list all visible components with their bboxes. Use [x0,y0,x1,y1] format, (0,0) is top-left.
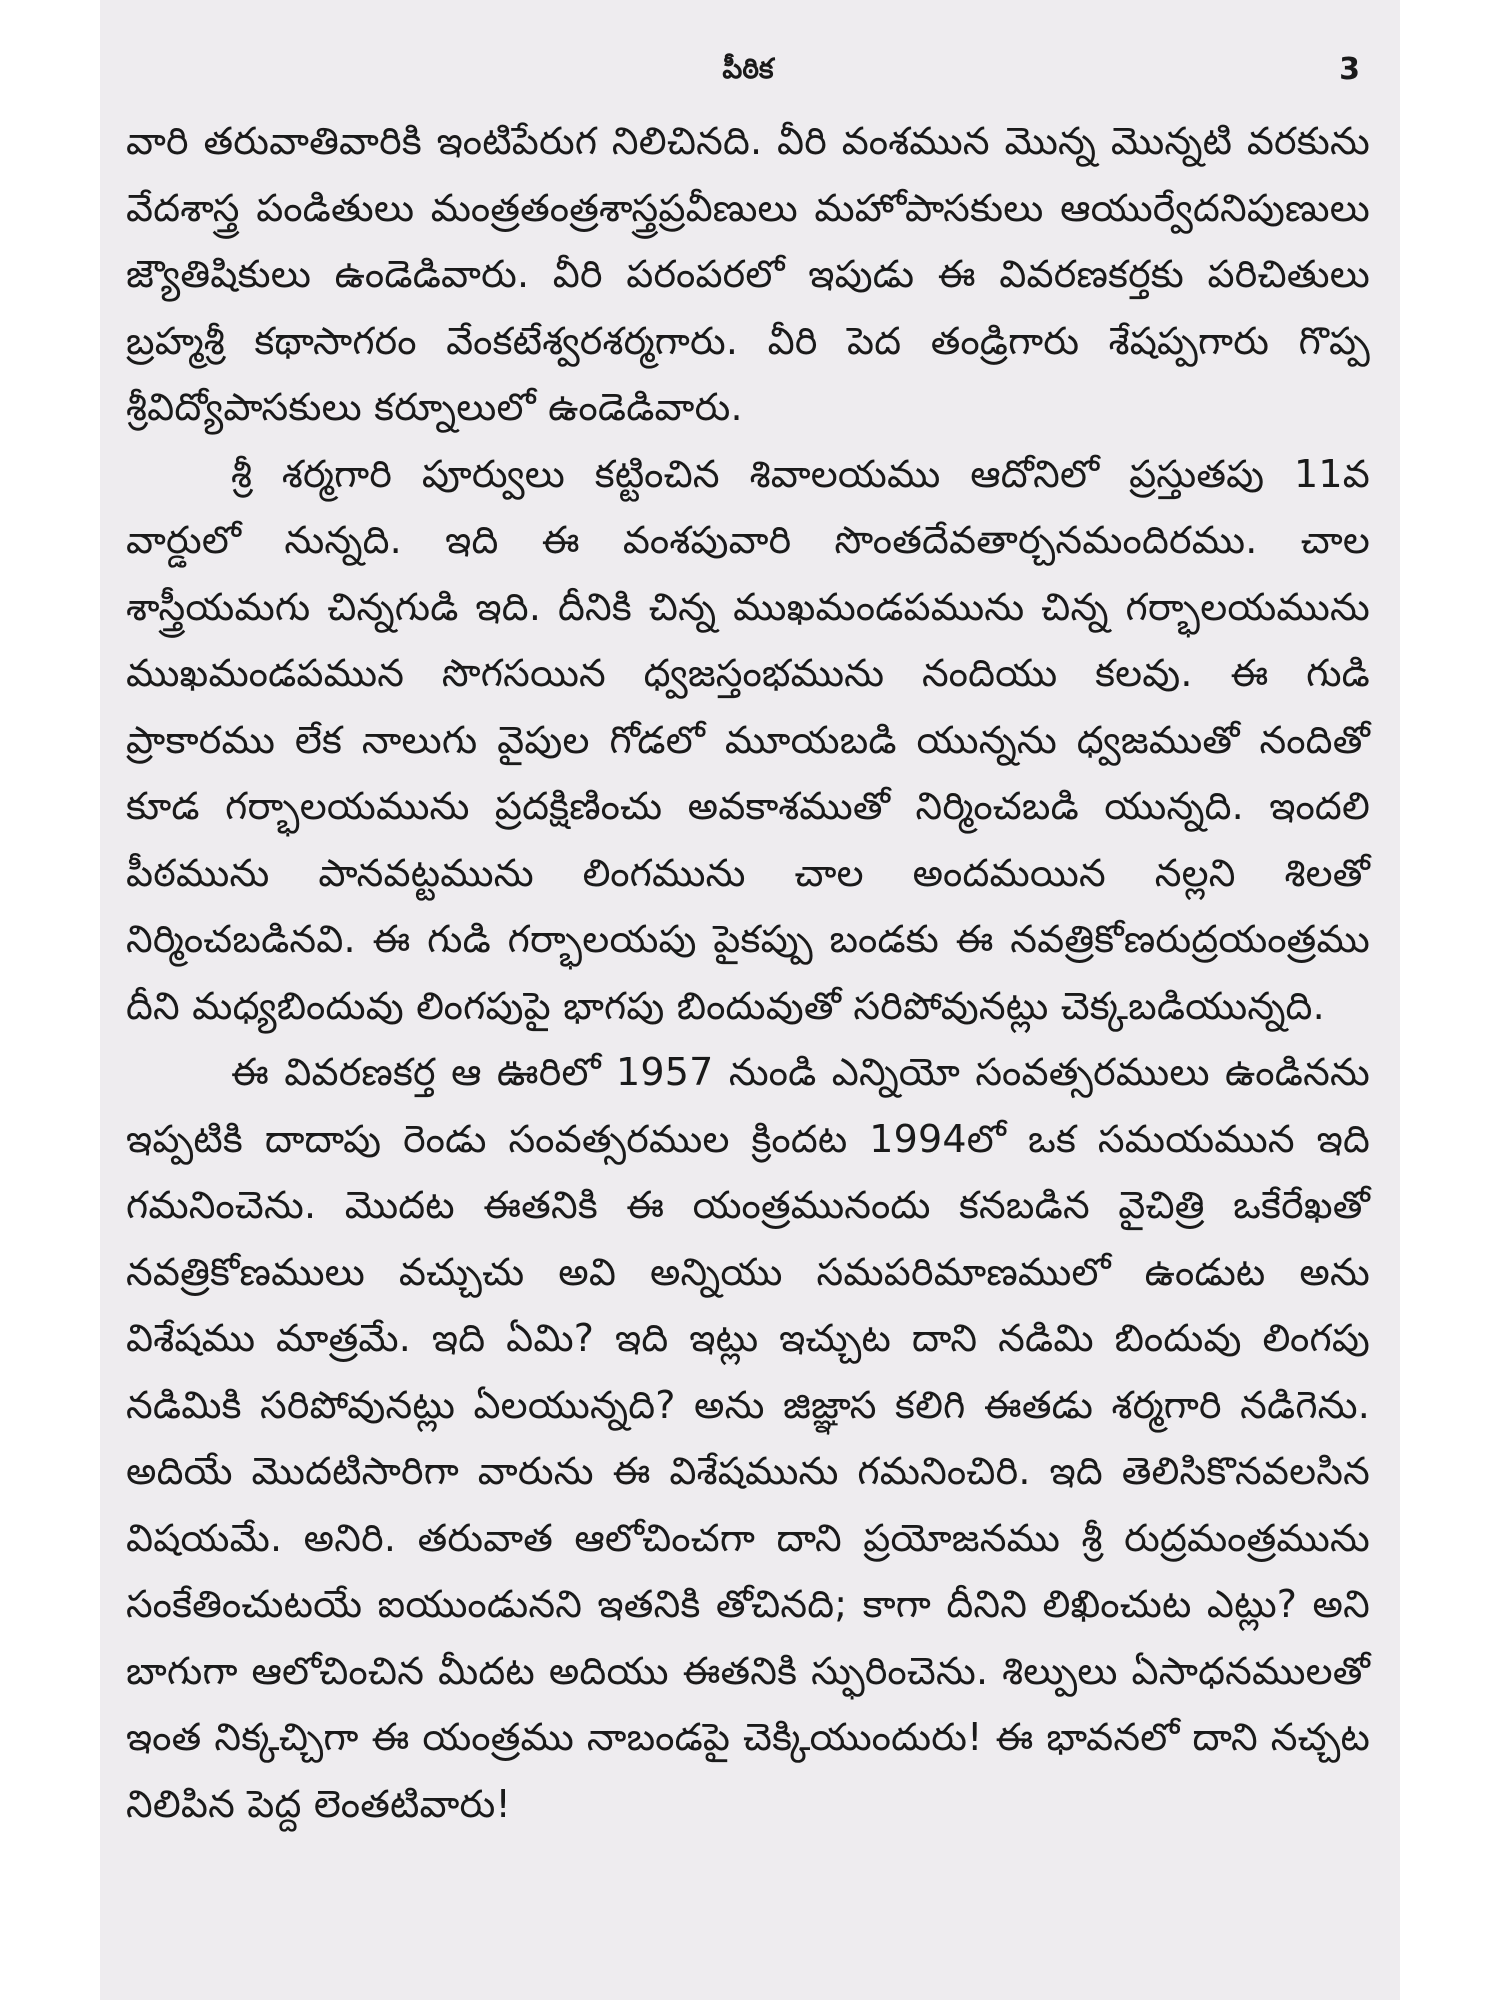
body-text [126,108,1370,1837]
page-number: 3 [1339,52,1360,87]
running-head [126,52,1370,98]
paragraph-2: శ్రీ శర్మగారి పూర్వులు కట్టించిన శివాలయము ఆదోనిలో ప్రస్తుతపు 11వ వార్డులో నున్నది. ఇది ఈ వంశపువారి సొంతదేవతార్చనమందిరము. చాల శాస్త్రీయమగు చిన్నగుడి ఇది. దీనికి చిన్న ముఖమండపమును చిన్న గర్భాలయమును ముఖమండపమున సొగసయిన ధ్వజస్తంభమును నందియు కలవు. ఈ గుడి ప్రాకారము లేక నాలుగు వైపుల గోడలో మూయబడి యున్నను ధ్వజముతో నందితో కూడ గర్భాలయమును ప్రదక్షిణించు అవకాశముతో నిర్మించబడి యున్నది. ఇందలి పీఠమును పానవట్టమును లింగమును చాల అందమయిన నల్లని శిలతో నిర్మించబడినవి. ఈ గుడి గర్భాలయపు పైకప్పు బండకు ఈ నవత్రికోణరుద్రయంత్రము దీని మధ్యబిందువు లింగపుపై భాగపు బిందువుతో సరిపోవునట్లు చెక్కబడియున్నది. [126,451,1370,1028]
page-title: పీఠిక [722,52,774,85]
paragraph-3: ఈ వివరణకర్త ఆ ఊరిలో 1957 నుండి ఎన్నియో సంవత్సరములు ఉండినను ఇప్పటికి దాదాపు రెండు సంవత్సరముల క్రిందట 1994లో ఒక సమయమున ఇది గమనించెను. మొదట ఈతనికి ఈ యంత్రమునందు కనబడిన వైచిత్రి ఒకేరేఖతో నవత్రికోణములు వచ్చుచు అవి అన్నియు సమపరిమాణములో ఉండుట అను విశేషము మాత్రమే. ఇది ఏమి? ఇది ఇట్లు ఇచ్చుట దాని నడిమి బిందువు లింగపు నడిమికి సరిపోవునట్లు ఏలయున్నది? అను జిజ్ఞాస కలిగి ఈతడు శర్మగారి నడిగెను. అదియే మొదటిసారిగా వారును ఈ విశేషమును గమనించిరి. ఇది తెలిసికొనవలసిన విషయమే. అనిరి. తరువాత ఆలోచించగా దాని ప్రయోజనము శ్రీ రుద్రమంత్రమును సంకేతించుటయే ఐయుండునని ఇతనికి తోచినది; కాగా దీనిని లిఖించుట ఎట్లు? అని బాగుగా ఆలోచించిన మీదట అదియు ఈతనికి స్ఫురించెను. శిల్పులు ఏసాధనములతో ఇంత నిక్కచ్చిగా ఈ యంత్రము నాబండపై చెక్కియుందురు! ఈ భావనలో దాని నచ్చట నిలిపిన పెద్ద లెంతటివారు! [126,1050,1370,1826]
book-page [100,0,1400,2000]
paragraph-1: వారి తరువాతివారికి ఇంటిపేరుగ నిలిచినది. వీరి వంశమున మొన్న మొన్నటి వరకును వేదశాస్త్ర పండితులు మంత్రతంత్రశాస్త్రప్రవీణులు మహోపాసకులు ఆయుర్వేదనిపుణులు జ్యౌతిషికులు ఉండెడివారు. వీరి పరంపరలో ఇపుడు ఈ వివరణకర్తకు పరిచితులు బ్రహ్మశ్రీ కథాసాగరం వేంకటేశ్వరశర్మగారు. వీరి పెద తండ్రిగారు శేషప్పగారు గొప్ప శ్రీవిద్యోపాసకులు కర్నూలులో ఉండెడివారు. [126,119,1370,429]
